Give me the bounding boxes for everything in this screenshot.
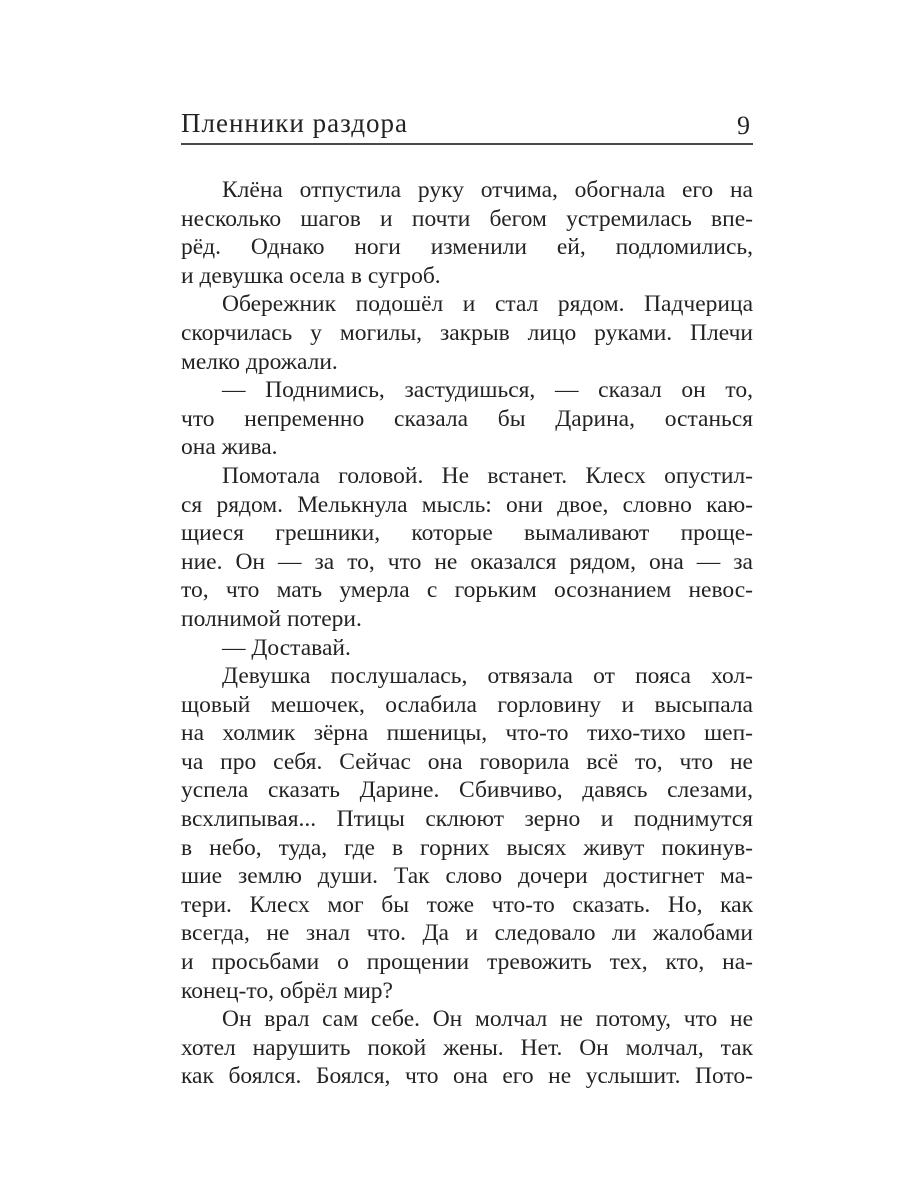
- text-line: скорчилась у могилы, закрыв лицо руками. Плечи: [181, 319, 753, 346]
- text-line: щиеся грешники, которые вымаливают проще-: [181, 520, 753, 547]
- text-line: полнимой потери.: [181, 605, 362, 632]
- text-line: Обережник подошёл и стал рядом. Падчерица: [222, 291, 753, 318]
- text-block: [181, 176, 753, 1091]
- running-title: Пленники раздора: [181, 108, 409, 138]
- text-line: несколько шагов и почти бегом устремилась впе-: [181, 205, 753, 232]
- text-line: тери. Клесх мог бы тоже что-то сказать. Но, как: [181, 891, 753, 918]
- text-line: в небо, туда, где в горних высях живут покинув-: [181, 834, 753, 861]
- text-line: ся рядом. Мелькнула мысль: они двое, словно каю-: [181, 491, 753, 518]
- text-line: шие землю души. Так слово дочери достигнет ма-: [181, 863, 753, 890]
- text-line: Он врал сам себе. Он молчал не потому, что не: [222, 1006, 753, 1033]
- text-line: Клёна отпустила руку отчима, обогнала его на: [222, 177, 753, 203]
- page-number: 9: [737, 111, 750, 140]
- text-line: то, что мать умерла с горьким осознанием невос-: [181, 577, 753, 604]
- text-line: всхлипывая... Птицы склюют зерно и поднимутся: [181, 806, 753, 833]
- text-line: Девушка послушалась, отвязала от пояса хол-: [222, 663, 753, 690]
- text-line: она жива.: [181, 434, 278, 461]
- text-line: и просьбами о прощении тревожить тех, кто, на-: [181, 949, 753, 976]
- text-line: что непременно сказала бы Дарина, останься: [181, 405, 753, 432]
- text-line: — Поднимись, застудишься, — сказал он то,: [222, 377, 753, 404]
- text-line: Помотала головой. Не встанет. Клесх опустил-: [222, 462, 753, 489]
- text-line: успела сказать Дарине. Сбивчиво, давясь слезами,: [181, 777, 753, 804]
- text-line: всегда, не знал что. Да и следовало ли жалобами: [181, 920, 753, 947]
- text-line: щовый мешочек, ослабила горловину и высыпала: [181, 691, 753, 718]
- text-line: как боялся. Боялся, что она его не услышит. Пото-: [181, 1063, 753, 1090]
- text-line: — Доставай.: [222, 634, 351, 661]
- text-line: на холмик зёрна пшеницы, что-то тихо-тихо шеп-: [181, 720, 753, 747]
- text-line: ние. Он — за то, что не оказался рядом, она — за: [181, 548, 753, 575]
- text-line: рёд. Однако ноги изменили ей, подломились,: [181, 234, 753, 261]
- text-line: мелко дрожали.: [181, 348, 338, 375]
- text-line: хотел нарушить покой жены. Нет. Он молчал, так: [181, 1034, 753, 1061]
- page-header: [181, 109, 753, 145]
- text-line: ча про себя. Сейчас она говорила всё то, что не: [181, 748, 753, 775]
- text-line: и девушка осела в сугроб.: [181, 262, 441, 289]
- text-line: конец-то, обрёл мир?: [181, 977, 393, 1004]
